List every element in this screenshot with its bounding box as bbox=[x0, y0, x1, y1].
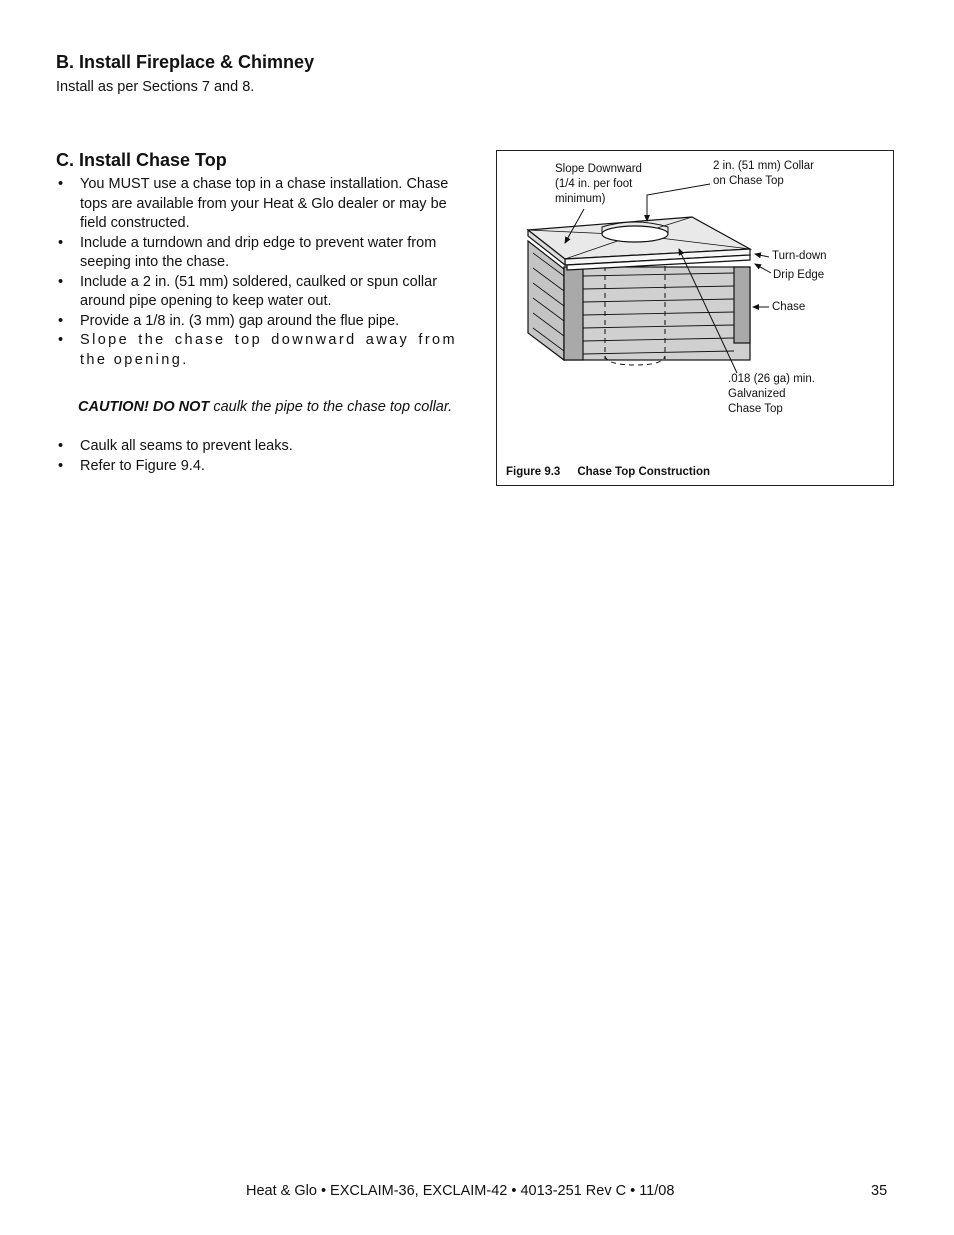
bullet-collar: • Include a 2 in. (51 mm) soldered, caulked or spun collar around pipe opening to keep water out. bbox=[56, 273, 457, 312]
chase-top-bullet-list bbox=[56, 175, 457, 370]
label-turn-down: Turn-down bbox=[772, 250, 827, 262]
section-c-heading: C. Install Chase Top bbox=[56, 150, 227, 170]
bullet-caulk-seams: • Caulk all seams to prevent leaks. bbox=[56, 436, 457, 456]
figure-title: Chase Top Construction bbox=[577, 466, 711, 478]
bullet-slope-downward: • Slope the chase top downward away from the opening. bbox=[56, 331, 457, 370]
bullet-gap-flue-pipe: • Provide a 1/8 in. (3 mm) gap around the flue pipe. bbox=[56, 312, 457, 332]
label-chase: Chase bbox=[772, 301, 806, 313]
caution-label: CAUTION! DO NOT bbox=[78, 398, 210, 415]
figure-9-3 bbox=[496, 150, 894, 486]
bullet-refer-figure: • Refer to Figure 9.4. bbox=[56, 456, 457, 476]
bullet-must-use-chase-top: • You MUST use a chase top in a chase installation. Chase tops are available from your Heat & Glo dealer or may be field constructed. bbox=[56, 175, 457, 234]
figure-caption bbox=[506, 466, 710, 478]
section-b-heading: B. Install Fireplace & Chimney bbox=[56, 52, 315, 72]
label-drip-edge: Drip Edge bbox=[773, 269, 825, 281]
label-galvanized-chase-top: .018 (26 ga) min. Galvanized Chase Top bbox=[728, 373, 815, 415]
figure-number: Figure 9.3 bbox=[506, 466, 561, 478]
caution-note bbox=[78, 398, 457, 418]
footer-text: Heat & Glo • EXCLAIM-36, EXCLAIM-42 • 4013-251 Rev C • 11/08 bbox=[246, 1183, 675, 1199]
label-collar: 2 in. (51 mm) Collar on Chase Top bbox=[713, 160, 814, 187]
label-slope-downward: Slope Downward (1/4 in. per foot minimum) bbox=[555, 163, 642, 205]
chase-top-bullet-list-2 bbox=[56, 436, 457, 476]
page-number: 35 bbox=[871, 1183, 888, 1199]
section-b-text: Install as per Sections 7 and 8. bbox=[56, 79, 255, 95]
chase-top-cap bbox=[528, 217, 750, 270]
caution-text: caulk the pipe to the chase top collar. bbox=[209, 398, 453, 415]
bullet-turndown-drip-edge: • Include a turndown and drip edge to prevent water from seeping into the chase. bbox=[56, 234, 457, 273]
